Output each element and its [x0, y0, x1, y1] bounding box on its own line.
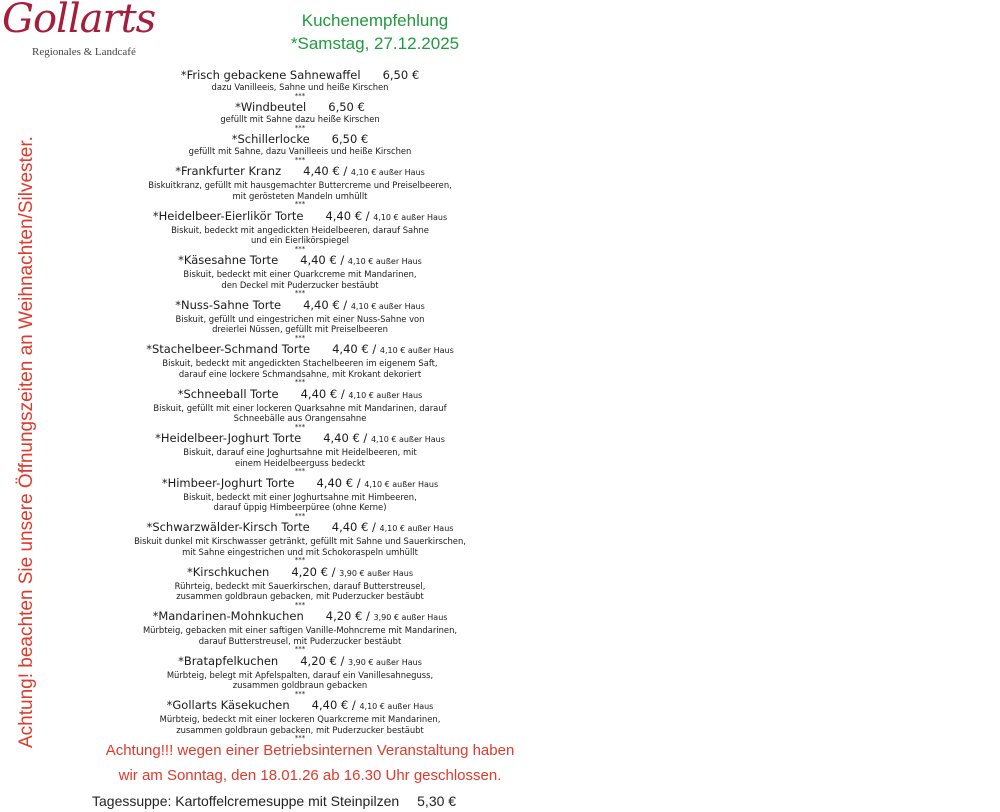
menu-item-takeaway-price: 4,10 € außer Haus	[350, 301, 425, 311]
menu-item	[100, 342, 500, 387]
menu-item-takeaway-price: 4,10 € außer Haus	[364, 479, 439, 489]
menu-item-takeaway-price: 4,10 € außer Haus	[347, 257, 422, 266]
separator-stars: ***	[294, 244, 306, 253]
menu-item-price: 6,50 €	[382, 68, 420, 82]
separator-stars: ***	[294, 467, 306, 475]
separator-stars: ***	[294, 155, 306, 164]
menu-item-price: 4,40 € /	[331, 520, 376, 534]
menu-item-price: 4,40 € /	[300, 386, 345, 401]
menu-item-name: *Schillerlocke	[231, 132, 310, 146]
menu-item-description: Biskuitkranz, gefüllt mit hausgemachter Buttercreme und Preiselbeeren,	[148, 180, 452, 190]
closing-notice	[80, 738, 540, 788]
separator-stars: ***	[294, 422, 306, 431]
menu-item-title-line	[100, 431, 500, 447]
menu-item-description: und ein Eierlikörspiegel	[251, 235, 349, 245]
menu-item-title-line	[100, 209, 500, 225]
menu-item-description: Biskuit, gefüllt mit einer lockeren Quarksahne mit Mandarinen, darauf	[153, 402, 447, 413]
menu-item-takeaway-price: 4,10 € außer Haus	[373, 212, 448, 222]
menu-item-name: *Frisch gebackene Sahnewaffel	[180, 68, 361, 82]
separator-stars: ***	[294, 734, 306, 742]
menu-item-description: zusammen goldbraun gebacken, mit Puderzucker bestäubt	[176, 591, 424, 601]
menu-item-takeaway-price: 3,90 € außer Haus	[348, 657, 422, 667]
separator-stars: ***	[294, 289, 306, 297]
menu-item-description: Biskuit, bedeckt mit angedickten Stachelbeeren im eigenem Saft,	[162, 358, 438, 368]
separator-stars: ***	[294, 123, 306, 132]
logo-wordmark: Gollarts	[2, 0, 156, 42]
menu-item-price: 4,40 € /	[303, 164, 348, 178]
menu-item	[100, 387, 500, 432]
separator-stars: ***	[294, 333, 306, 342]
menu-item-title-line	[100, 298, 500, 314]
separator-stars: ***	[294, 600, 306, 609]
menu-item-price: 4,40 € /	[300, 253, 345, 267]
menu-item-name: *Nuss-Sahne Torte	[175, 297, 282, 312]
menu-item-title-line	[100, 132, 500, 146]
menu-item-name: *Mandarinen-Mohnkuchen	[152, 609, 304, 623]
menu-item-description: darauf eine lockere Schmandsahne, mit Krokant dekoriert	[178, 368, 422, 379]
menu-item-takeaway-price: 4,10 € außer Haus	[348, 390, 423, 400]
menu-item	[100, 609, 500, 654]
menu-item-price: 4,20 € /	[325, 609, 370, 623]
menu-item-description: Biskuit, bedeckt mit angedickten Heidelbeeren, darauf Sahne	[171, 224, 429, 235]
daily-soup	[92, 793, 456, 809]
logo-subtitle: Regionales & Landcafé	[32, 46, 136, 58]
separator-stars: ***	[294, 689, 306, 698]
menu-item-takeaway-price: 4,10 € außer Haus	[350, 168, 425, 177]
menu-item-title-line	[100, 565, 500, 581]
menu-item-description: dreierlei Nüssen, gefüllt mit Preiselbeeren	[212, 324, 388, 334]
menu-item-title-line	[100, 654, 500, 670]
menu-item-name: *Stachelbeer-Schmand Torte	[146, 342, 311, 356]
menu-item-description: mit gerösteten Mandeln umhüllt	[232, 190, 368, 201]
menu-item	[100, 520, 500, 565]
menu-item	[100, 654, 500, 699]
menu-item	[100, 68, 500, 100]
menu-item-description: gefüllt mit Sahne dazu heiße Kirschen	[220, 114, 380, 124]
menu-item-description: Schneebälle aus Orangensahne	[233, 413, 367, 423]
menu-item-description: Mürbteig, gebacken mit einer saftigen Vanille-Mohncreme mit Mandarinen,	[142, 625, 458, 635]
menu-item-description: einem Heidelbeerguss bedeckt	[235, 457, 365, 468]
menu-item	[100, 164, 500, 209]
closing-notice-line-2: wir am Sonntag, den 18.01.26 ab 16.30 Uhr geschlossen.	[118, 767, 502, 784]
menu-item-title-line	[100, 100, 500, 114]
menu-item-takeaway-price: 4,10 € außer Haus	[359, 702, 434, 711]
menu-item	[100, 100, 500, 132]
menu-item-title-line	[100, 68, 500, 82]
menu-item-price: 4,40 € /	[332, 342, 377, 356]
menu-item-description: zusammen goldbraun gebacken, mit Puderzucker bestäubt	[176, 724, 424, 735]
menu-item-name: *Kirschkuchen	[186, 564, 270, 579]
separator-stars: ***	[294, 378, 306, 386]
menu-item-takeaway-price: 4,10 € außer Haus	[370, 435, 445, 444]
menu-item-title-line	[100, 698, 500, 714]
menu-item-description: Mürbteig, belegt mit Apfelspalten, darauf ein Vanillesahneguss,	[166, 669, 434, 680]
menu-item-name: *Schwarzwälder-Kirsch Torte	[146, 520, 310, 534]
menu-item-price: 4,40 € /	[323, 431, 368, 445]
daily-soup-price: 5,30 €	[417, 793, 457, 809]
separator-stars: ***	[294, 91, 306, 100]
menu-item	[100, 431, 500, 476]
menu-item-takeaway-price: 4,10 € außer Haus	[379, 346, 454, 355]
closing-notice-line-1: Achtung!!! wegen einer Betriebsinternen Veranstaltung haben	[105, 742, 515, 759]
menu-item-title-line	[100, 476, 500, 492]
menu-item-price: 6,50 €	[328, 100, 365, 114]
menu-item-description: Biskuit dunkel mit Kirschwasser getränkt, gefüllt mit Sahne und Sauerkirschen,	[134, 536, 466, 546]
menu-item-price: 6,50 €	[331, 132, 369, 146]
menu-item-title-line	[100, 164, 500, 180]
menu-item-description: Biskuit, bedeckt mit einer Quarkcreme mit Mandarinen,	[183, 269, 417, 279]
menu-item-description: dazu Vanilleeis, Sahne und heiße Kirschen	[211, 82, 389, 92]
menu-item	[100, 209, 500, 254]
menu-item-title-line	[100, 253, 500, 269]
menu-item-description: darauf üppig Himbeerpüree (ohne Kerne)	[213, 502, 387, 512]
menu-item-price: 4,40 € /	[303, 297, 348, 312]
menu-item	[100, 298, 500, 343]
menu-item-description: den Deckel mit Puderzucker bestäubt	[221, 279, 379, 290]
menu-item-name: *Gollarts Käsekuchen	[166, 698, 290, 712]
menu-item-takeaway-price: 3,90 € außer Haus	[373, 613, 448, 622]
menu-item-name: *Käsesahne Torte	[178, 253, 279, 267]
menu-item-description: mit Sahne eingestrichen und mit Schokoraspeln umhüllt	[182, 546, 418, 557]
menu-item-name: *Windbeutel	[235, 100, 307, 114]
menu-item	[100, 565, 500, 610]
menu-item-name: *Heidelbeer-Eierlikör Torte	[152, 208, 304, 223]
menu-item-title-line	[100, 520, 500, 536]
menu-item-price: 4,20 € /	[291, 564, 336, 579]
menu-item-takeaway-price: 3,90 € außer Haus	[339, 568, 414, 578]
logo	[2, 0, 156, 62]
menu-item-title-line	[100, 342, 500, 358]
menu-item-price: 4,40 € /	[311, 698, 356, 712]
menu-item-description: darauf Butterstreusel, mit Puderzucker bestäubt	[198, 635, 402, 646]
menu-item	[100, 132, 500, 164]
menu-item-description: Mürbteig, bedeckt mit einer lockeren Quarkcreme mit Mandarinen,	[159, 714, 441, 724]
menu-item-description: gefüllt mit Sahne, dazu Vanilleeis und heiße Kirschen	[188, 146, 412, 156]
menu-item-takeaway-price: 4,10 € außer Haus	[379, 524, 454, 533]
menu-item	[100, 253, 500, 298]
page-date: *Samstag, 27.12.2025	[290, 34, 460, 53]
menu-item-name: *Schneeball Torte	[177, 386, 279, 401]
menu-item	[100, 698, 500, 743]
menu-item-name: *Frankfurter Kranz	[175, 164, 282, 178]
separator-stars: ***	[294, 511, 306, 520]
menu-item-price: 4,40 € /	[325, 208, 370, 223]
menu-item-price: 4,40 € /	[316, 475, 361, 490]
menu-item-description: zusammen goldbraun gebacken	[232, 680, 368, 690]
separator-stars: ***	[294, 556, 306, 564]
menu-item-title-line	[100, 609, 500, 625]
menu-item-description: Biskuit, gefüllt und eingestrichen mit einer Nuss-Sahne von	[175, 313, 425, 324]
menu-item-title-line	[100, 387, 500, 403]
cake-menu	[100, 68, 500, 743]
menu-item-description: Biskuit, darauf eine Joghurtsahne mit Heidelbeeren, mit	[183, 447, 417, 457]
menu-item-description: Biskuit, bedeckt mit einer Joghurtsahne mit Himbeeren,	[183, 491, 417, 502]
page-header	[250, 10, 500, 56]
menu-item-price: 4,20 € /	[300, 653, 345, 668]
menu-item-name: *Bratapfelkuchen	[178, 653, 279, 668]
menu-item-name: *Himbeer-Joghurt Torte	[161, 475, 295, 490]
separator-stars: ***	[294, 200, 306, 208]
menu-item-name: *Heidelbeer-Joghurt Torte	[155, 431, 302, 445]
page-title: Kuchenempfehlung	[301, 11, 449, 30]
separator-stars: ***	[294, 645, 306, 653]
menu-item	[100, 476, 500, 521]
menu-item-description: Rührteig, bedeckt mit Sauerkirschen, darauf Butterstreusel,	[174, 580, 426, 591]
side-notice: Achtung! beachten Sie unsere Öffnungszeiten an Weihnachten/Silvester.	[16, 136, 37, 748]
daily-soup-label: Tagessuppe: Kartoffelcremesuppe mit Steinpilzen	[92, 793, 400, 809]
